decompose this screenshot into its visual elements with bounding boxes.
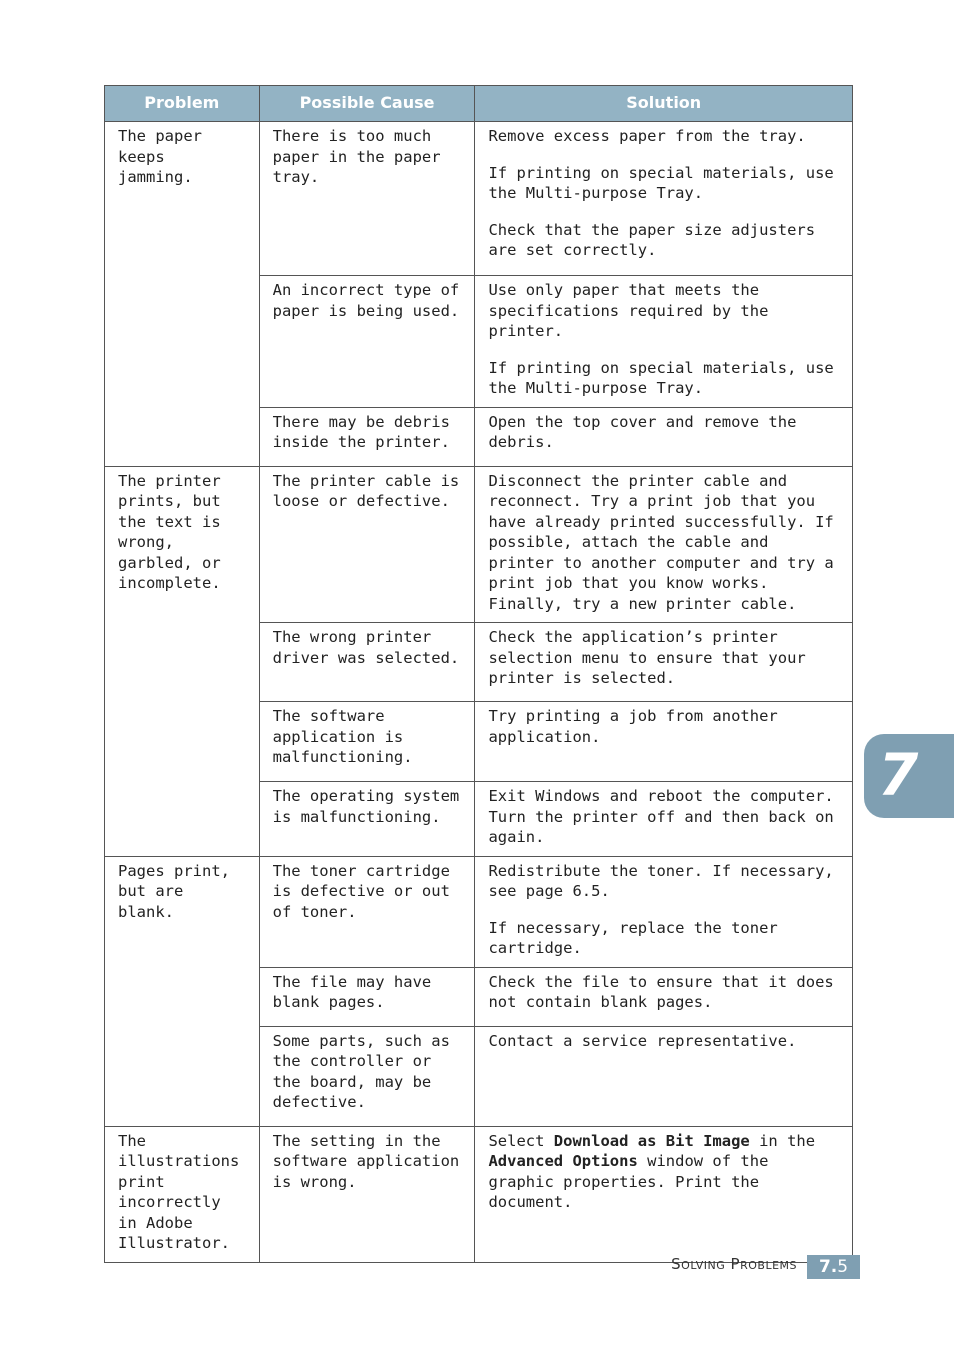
- solution-text: Redistribute the toner. If necessary, see page 6.5.: [488, 861, 834, 900]
- table-row: [105, 856, 853, 967]
- cause-cell: The file may have blank pages.: [259, 967, 475, 1026]
- table-row: [105, 466, 853, 623]
- solution-cell: [475, 1026, 853, 1126]
- table-header-row: [105, 86, 853, 122]
- chapter-number: 7: [878, 741, 919, 809]
- option-name: Download as Bit Image: [553, 1131, 750, 1150]
- solution-cell: [475, 702, 853, 782]
- cause-cell: The operating system is malfunctioning.: [259, 782, 475, 857]
- solution-cell: [475, 782, 853, 857]
- solution-cell: [475, 466, 853, 623]
- footer-section-title: Solving Problems: [671, 1255, 797, 1273]
- header-solution: Solution: [475, 86, 853, 122]
- cause-cell: There may be debris inside the printer.: [259, 407, 475, 466]
- solution-text: Check that the paper size adjusters are set correctly.: [488, 220, 816, 259]
- solution-text: If necessary, replace the toner cartridge.: [488, 918, 778, 957]
- solution-cell: [475, 276, 853, 408]
- solution-text: Disconnect the printer cable and reconnect. Try a print job that you have already printed successfully. If possible, attach the cable and printer to another computer and try a print job that you know works. Finally, try a new printer cable.: [488, 471, 834, 613]
- solution-cell: [475, 967, 853, 1026]
- problem-cell: The printer prints, but the text is wrong, garbled, or incomplete.: [105, 466, 260, 856]
- cause-cell: The setting in the software application is wrong.: [259, 1126, 475, 1262]
- cause-cell: An incorrect type of paper is being used.: [259, 276, 475, 408]
- problem-cell: The paper keeps jamming.: [105, 122, 260, 467]
- cause-cell: The software application is malfunctioning.: [259, 702, 475, 782]
- page-number: 7.5: [807, 1255, 860, 1279]
- solution-text: Check the file to ensure that it does not contain blank pages.: [488, 972, 834, 1011]
- solution-text: Check the application’s printer selection menu to ensure that your printer is selected.: [488, 628, 806, 687]
- solution-text: Try printing a job from another application.: [488, 707, 778, 746]
- cause-cell: The wrong printer driver was selected.: [259, 623, 475, 702]
- option-name: Advanced Options: [488, 1152, 638, 1170]
- solution-text: Open the top cover and remove the debris.: [488, 412, 797, 451]
- solution-cell: [475, 122, 853, 276]
- solution-text: Contact a service representative.: [488, 1031, 797, 1050]
- solution-text: Use only paper that meets the specifications required by the printer.: [488, 281, 769, 340]
- cause-cell: The printer cable is loose or defective.: [259, 466, 475, 623]
- solution-text: Remove excess paper from the tray.: [488, 127, 806, 145]
- problem-cell: Pages print, but are blank.: [105, 856, 260, 1126]
- solution-text: If printing on special materials, use the Multi-purpose Tray.: [488, 358, 834, 397]
- header-problem: Problem: [105, 86, 260, 122]
- cause-cell: There is too much paper in the paper tray.: [259, 122, 475, 276]
- solution-text: Select Download as Bit Image in the Advanced Options window of the graphic properties. Print the document.: [488, 1131, 816, 1211]
- solution-text: Exit Windows and reboot the computer. Turn the printer off and then back on again.: [488, 787, 834, 846]
- solution-text: If printing on special materials, use the Multi-purpose Tray.: [488, 163, 834, 202]
- solution-cell: [475, 623, 853, 702]
- solution-cell: [475, 1126, 853, 1262]
- cause-cell: The toner cartridge is defective or out of toner.: [259, 856, 475, 967]
- solution-cell: [475, 856, 853, 967]
- troubleshooting-table: [104, 85, 853, 1263]
- header-possible-cause: Possible Cause: [259, 86, 475, 122]
- cause-cell: Some parts, such as the controller or the board, may be defective.: [259, 1026, 475, 1126]
- solution-cell: [475, 407, 853, 466]
- table-row: [105, 122, 853, 276]
- table-row: [105, 1126, 853, 1262]
- problem-cell: The illustrations print incorrectly in Adobe Illustrator.: [105, 1126, 260, 1262]
